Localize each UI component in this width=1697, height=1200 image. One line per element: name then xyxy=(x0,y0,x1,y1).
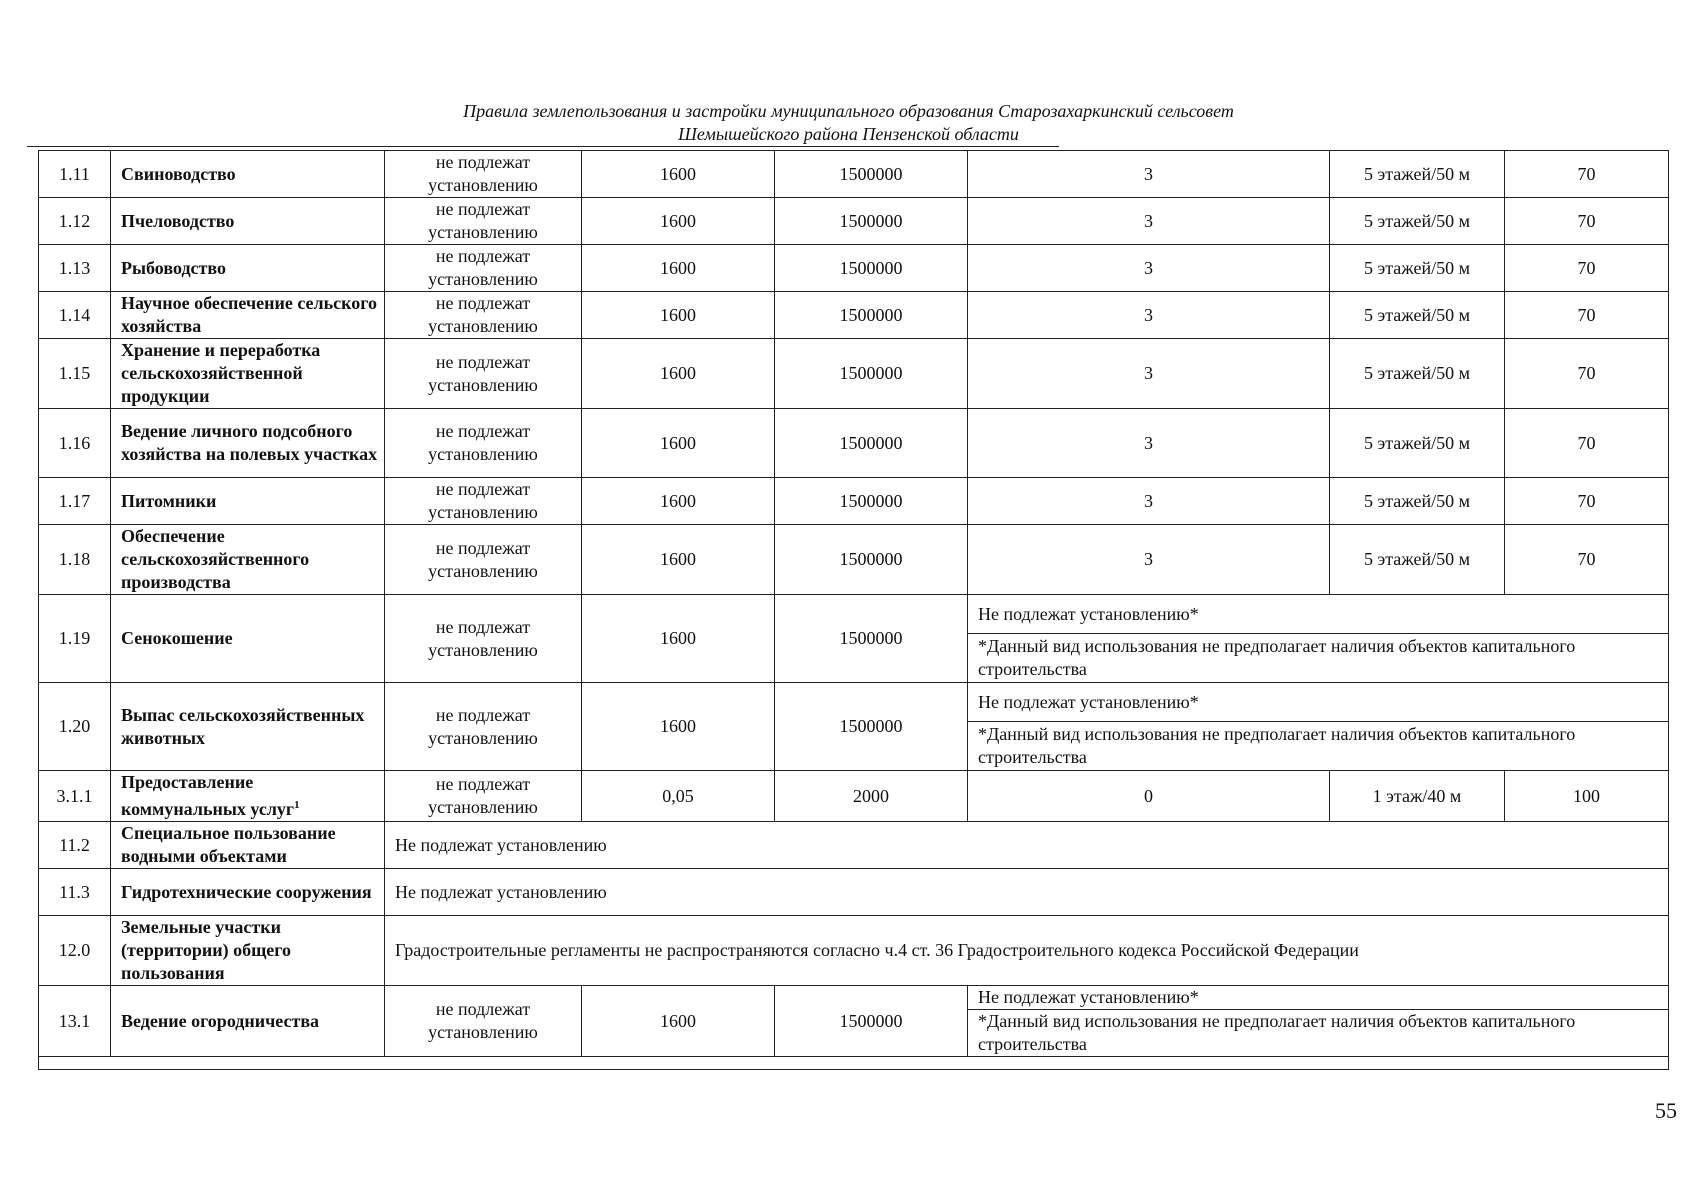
row-name: Пчеловодство xyxy=(111,198,385,245)
row-min-area: 1600 xyxy=(582,198,775,245)
row-name: Ведение личного подсобного хозяйства на полевых участках xyxy=(111,409,385,478)
row-code: 1.11 xyxy=(39,151,111,198)
table-row xyxy=(39,478,1669,525)
row-span-text: Не подлежат установлению xyxy=(385,822,1669,869)
row-max-area: 1500000 xyxy=(775,339,968,409)
row-note-bottom: *Данный вид использования не предполагает наличия объектов капитального строительства xyxy=(968,634,1669,683)
row-min-size: не подлежат установлению xyxy=(385,595,582,683)
table-row xyxy=(39,595,1669,634)
row-max-area: 2000 xyxy=(775,771,968,822)
row-floors: 5 этажей/50 м xyxy=(1330,525,1505,595)
row-indent: 3 xyxy=(968,409,1330,478)
table-row xyxy=(39,986,1669,1010)
table-row xyxy=(39,525,1669,595)
row-code: 1.14 xyxy=(39,292,111,339)
table-row xyxy=(39,869,1669,916)
row-max-area: 1500000 xyxy=(775,292,968,339)
row-indent: 3 xyxy=(968,525,1330,595)
table-row xyxy=(39,683,1669,722)
row-name: Хранение и переработка сельскохозяйственной продукции xyxy=(111,339,385,409)
row-min-area: 1600 xyxy=(582,595,775,683)
row-coverage: 70 xyxy=(1505,198,1669,245)
row-max-area: 1500000 xyxy=(775,245,968,292)
row-floors: 5 этажей/50 м xyxy=(1330,292,1505,339)
row-max-area: 1500000 xyxy=(775,151,968,198)
row-floors: 5 этажей/50 м xyxy=(1330,151,1505,198)
row-coverage: 70 xyxy=(1505,292,1669,339)
row-code: 1.13 xyxy=(39,245,111,292)
row-name: Земельные участки (территории) общего пользования xyxy=(111,916,385,986)
table-row xyxy=(39,822,1669,869)
row-note-top: Не подлежат установлению* xyxy=(968,595,1669,634)
row-name: Питомники xyxy=(111,478,385,525)
row-coverage: 70 xyxy=(1505,245,1669,292)
row-min-size: не подлежат установлению xyxy=(385,292,582,339)
header-line-2: Шемышейского района Пензенской области xyxy=(678,124,1019,144)
row-indent: 3 xyxy=(968,478,1330,525)
row-code: 3.1.1 xyxy=(39,771,111,822)
row-code: 12.0 xyxy=(39,916,111,986)
row-min-area: 1600 xyxy=(582,525,775,595)
table-row xyxy=(39,409,1669,478)
row-min-size: не подлежат установлению xyxy=(385,986,582,1057)
row-max-area: 1500000 xyxy=(775,986,968,1057)
row-coverage: 70 xyxy=(1505,339,1669,409)
row-indent: 3 xyxy=(968,198,1330,245)
row-span-text: Градостроительные регламенты не распространяются согласно ч.4 ст. 36 Градостроительного кодекса Российской Федерации xyxy=(385,916,1669,986)
table-row xyxy=(39,771,1669,822)
row-min-size: не подлежат установлению xyxy=(385,683,582,771)
row-name: Ведение огородничества xyxy=(111,986,385,1057)
row-min-area: 1600 xyxy=(582,478,775,525)
row-min-area: 1600 xyxy=(582,151,775,198)
row-code: 13.1 xyxy=(39,986,111,1057)
row-note-top: Не подлежат установлению* xyxy=(968,683,1669,722)
row-min-size: не подлежат установлению xyxy=(385,409,582,478)
row-min-area: 1600 xyxy=(582,292,775,339)
row-coverage: 100 xyxy=(1505,771,1669,822)
blank-cell xyxy=(39,1057,1669,1070)
row-code: 1.15 xyxy=(39,339,111,409)
regulations-table xyxy=(38,150,1669,1070)
row-floors: 5 этажей/50 м xyxy=(1330,409,1505,478)
table-row xyxy=(39,245,1669,292)
row-code: 1.18 xyxy=(39,525,111,595)
row-code: 1.19 xyxy=(39,595,111,683)
row-min-area: 1600 xyxy=(582,339,775,409)
row-name-text: Предоставление коммунальных услуг xyxy=(121,772,295,819)
row-indent: 3 xyxy=(968,245,1330,292)
row-floors: 5 этажей/50 м xyxy=(1330,478,1505,525)
row-min-size: не подлежат установлению xyxy=(385,151,582,198)
row-min-area: 1600 xyxy=(582,409,775,478)
row-code: 1.20 xyxy=(39,683,111,771)
table-row-blank xyxy=(39,1057,1669,1070)
row-max-area: 1500000 xyxy=(775,478,968,525)
footnote-marker: 1 xyxy=(294,799,300,811)
table-row xyxy=(39,916,1669,986)
row-name: Гидротехнические сооружения xyxy=(111,869,385,916)
row-min-size: не подлежат установлению xyxy=(385,771,582,822)
row-min-size: не подлежат установлению xyxy=(385,478,582,525)
row-min-size: не подлежат установлению xyxy=(385,525,582,595)
row-max-area: 1500000 xyxy=(775,409,968,478)
row-floors: 5 этажей/50 м xyxy=(1330,198,1505,245)
header-rule xyxy=(27,146,1059,147)
table-row xyxy=(39,339,1669,409)
row-coverage: 70 xyxy=(1505,478,1669,525)
row-code: 1.12 xyxy=(39,198,111,245)
row-max-area: 1500000 xyxy=(775,683,968,771)
row-name: Научное обеспечение сельского хозяйства xyxy=(111,292,385,339)
row-name: Обеспечение сельскохозяйственного производства xyxy=(111,525,385,595)
row-max-area: 1500000 xyxy=(775,525,968,595)
table-row xyxy=(39,151,1669,198)
row-note-bottom: *Данный вид использования не предполагает наличия объектов капитального строительства xyxy=(968,722,1669,771)
page-number: 55 xyxy=(1655,1098,1677,1123)
row-coverage: 70 xyxy=(1505,525,1669,595)
row-code: 1.17 xyxy=(39,478,111,525)
row-min-area: 1600 xyxy=(582,986,775,1057)
row-code: 1.16 xyxy=(39,409,111,478)
row-min-size: не подлежат установлению xyxy=(385,245,582,292)
row-indent: 3 xyxy=(968,292,1330,339)
row-min-size: не подлежат установлению xyxy=(385,339,582,409)
table-row xyxy=(39,292,1669,339)
header-line-1: Правила землепользования и застройки муниципального образования Старозахаркинский сельсовет xyxy=(463,101,1234,121)
row-max-area: 1500000 xyxy=(775,198,968,245)
row-span-text: Не подлежат установлению xyxy=(385,869,1669,916)
row-coverage: 70 xyxy=(1505,151,1669,198)
row-name: Рыбоводство xyxy=(111,245,385,292)
row-name: Специальное пользование водными объектами xyxy=(111,822,385,869)
row-name: Сенокошение xyxy=(111,595,385,683)
row-floors: 1 этаж/40 м xyxy=(1330,771,1505,822)
row-floors: 5 этажей/50 м xyxy=(1330,245,1505,292)
row-min-area: 0,05 xyxy=(582,771,775,822)
row-code: 11.2 xyxy=(39,822,111,869)
row-name: Выпас сельскохозяйственных животных xyxy=(111,683,385,771)
row-code: 11.3 xyxy=(39,869,111,916)
row-indent: 3 xyxy=(968,151,1330,198)
row-min-area: 1600 xyxy=(582,245,775,292)
table-row xyxy=(39,198,1669,245)
row-min-size: не подлежат установлению xyxy=(385,198,582,245)
row-indent: 0 xyxy=(968,771,1330,822)
row-indent: 3 xyxy=(968,339,1330,409)
row-name xyxy=(111,771,385,822)
row-coverage: 70 xyxy=(1505,409,1669,478)
row-floors: 5 этажей/50 м xyxy=(1330,339,1505,409)
row-note-bottom: *Данный вид использования не предполагает наличия объектов капитального строительства xyxy=(968,1010,1669,1057)
document-header xyxy=(0,100,1697,146)
row-name: Свиноводство xyxy=(111,151,385,198)
row-note-top: Не подлежат установлению* xyxy=(968,986,1669,1010)
row-min-area: 1600 xyxy=(582,683,775,771)
row-max-area: 1500000 xyxy=(775,595,968,683)
